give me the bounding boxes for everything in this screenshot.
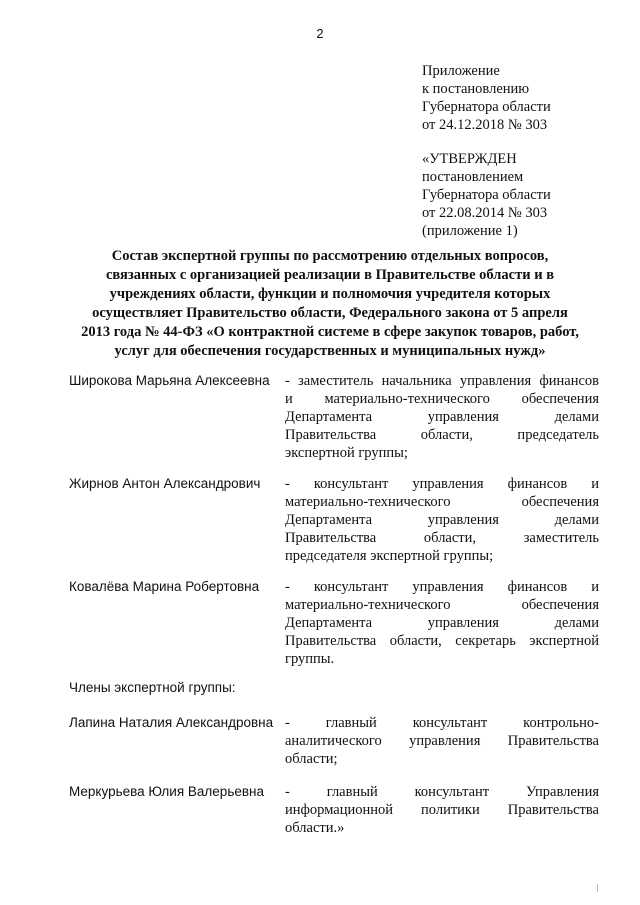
role-line: председателя экспертной группы; <box>285 548 494 564</box>
role-line: - заместитель начальника управления финансов <box>285 373 599 389</box>
approved-block <box>422 150 551 240</box>
role-line: материально-технического обеспечения <box>285 494 599 510</box>
document-title <box>60 247 600 361</box>
role-line: области; <box>285 751 338 767</box>
role-line: Правительства области, председатель <box>285 427 599 443</box>
scan-mark <box>597 884 598 892</box>
annex-line: от 24.12.2018 № 303 <box>422 117 548 133</box>
role-line: области.» <box>285 820 345 836</box>
person-role <box>285 372 599 462</box>
role-line: Правительства области, секретарь экспертной <box>285 633 599 649</box>
person-name: Широкова Марьяна Алексеевна <box>69 373 270 388</box>
approved-line: Губернатора области <box>422 187 551 203</box>
annex-block <box>422 62 551 134</box>
annex-line: Губернатора области <box>422 99 551 115</box>
title-line: 2013 года № 44-ФЗ «О контрактной системе в сфере закупок товаров, работ, <box>81 324 579 340</box>
title-line: учреждениях области, функции и полномочия учредителя которых <box>109 286 551 302</box>
role-line: группы. <box>285 651 335 667</box>
role-line: экспертной группы; <box>285 445 408 461</box>
role-line: Департамента управления делами <box>285 409 599 425</box>
role-line: Правительства области, заместитель <box>285 530 599 546</box>
person-name: Ковалёва Марина Робертовна <box>69 579 260 594</box>
title-line: осуществляет Правительство области, Федерального закона от 5 апреля <box>92 305 568 321</box>
person-role <box>285 783 599 837</box>
role-line: - главный консультант Управления <box>285 784 599 800</box>
approved-line: «УТВЕРЖДЕН <box>422 151 517 167</box>
person-name: Меркурьева Юлия Валерьевна <box>69 784 264 799</box>
role-line: информационной политики Правительства <box>285 802 599 818</box>
role-line: Департамента управления делами <box>285 615 599 631</box>
approved-line: от 22.08.2014 № 303 <box>422 205 548 221</box>
person-role <box>285 475 599 565</box>
person-name: Лапина Наталия Александровна <box>69 715 274 730</box>
role-line: - консультант управления финансов и <box>285 476 599 492</box>
title-line: услуг для обеспечения государственных и муниципальных нужд» <box>114 343 546 359</box>
annex-line: к постановлению <box>422 81 530 97</box>
title-line: Состав экспертной группы по рассмотрению отдельных вопросов, <box>111 248 549 264</box>
members-section-label: Члены экспертной группы: <box>69 680 236 695</box>
title-line: связанных с организацией реализации в Правительстве области и в <box>105 267 555 283</box>
role-line: Департамента управления делами <box>285 512 599 528</box>
page-number: 2 <box>316 26 324 41</box>
person-role <box>285 714 599 768</box>
approved-line: постановлением <box>422 169 524 185</box>
annex-line: Приложение <box>422 63 500 79</box>
role-line: - консультант управления финансов и <box>285 579 599 595</box>
person-role <box>285 578 599 668</box>
person-name: Жирнов Антон Александрович <box>69 476 261 491</box>
role-line: аналитического управления Правительства <box>285 733 599 749</box>
role-line: и материально-технического обеспечения <box>285 391 599 407</box>
role-line: материально-технического обеспечения <box>285 597 599 613</box>
approved-line: (приложение 1) <box>422 223 518 239</box>
role-line: - главный консультант контрольно- <box>285 715 599 731</box>
